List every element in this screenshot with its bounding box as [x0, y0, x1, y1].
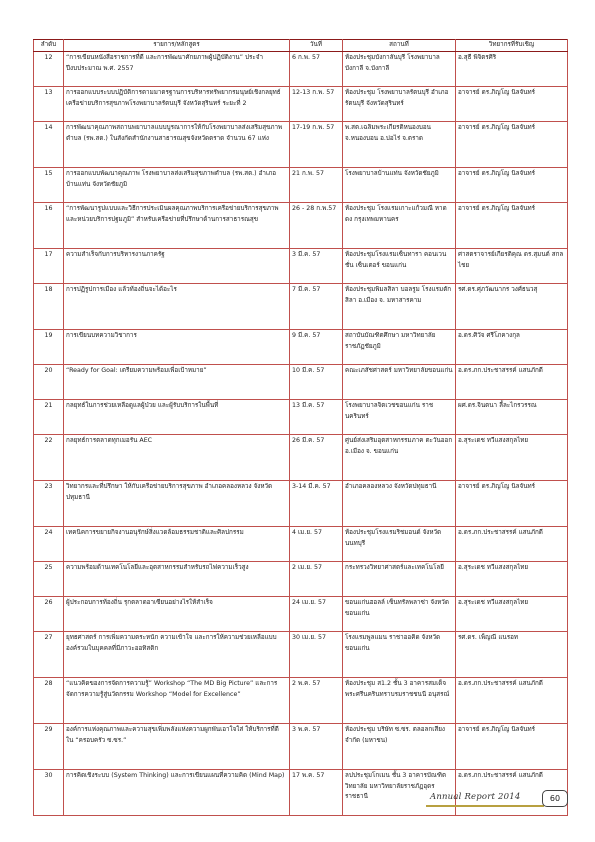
- table-row: [34, 168, 568, 203]
- row-speaker: ศาสตราจารย์เกียรติคุณ ดร.สุมนต์ สกลไชย: [456, 249, 568, 284]
- row-date: 26 - 28 ก.พ.57: [290, 203, 343, 249]
- row-date: 4 เม.ย. 57: [290, 527, 343, 562]
- row-course: การออกแบบพัฒนาคุณภาพ โรงพยาบาลส่งเสริมสุขภาพตำบล (รพ.สต.) อำเภอบ้านแท่น จังหวัดชัยภูมิ: [64, 168, 290, 203]
- row-course: ความสำเร็จกับการบริหารงานภาครัฐ: [64, 249, 290, 284]
- row-course: กลยุทธ์การตลาดทุกเมอรัน AEC: [64, 435, 290, 481]
- row-date: 24 เม.ย. 57: [290, 597, 343, 632]
- row-speaker: อ.ดร.ศิวัจ ศรีโภคางกุล: [456, 330, 568, 365]
- row-place: ศูนย์ส่งเสริมอุตสาหกรรมภาค ตะวันออก อ.เมือง จ. ขอนแก่น: [343, 435, 456, 481]
- row-speaker: อ.ดร.ภก.ประชาสรรค์ แสนภักดี: [456, 678, 568, 724]
- table-row: [34, 284, 568, 330]
- row-place: อำเภอคลองหลวง จังหวัดปทุมธานี: [343, 481, 456, 527]
- table-row: [34, 330, 568, 365]
- row-course: ความพร้อมด้านเทคโนโลยีและอุตสาหกรรมสำหรับรถไฟความเร็วสูง: [64, 562, 290, 597]
- row-number: 27: [34, 632, 64, 678]
- table-row: [34, 52, 568, 87]
- row-number: 25: [34, 562, 64, 597]
- row-date: 13 มี.ค. 57: [290, 400, 343, 435]
- row-number: 18: [34, 284, 64, 330]
- row-speaker: อาจารย์ ดร.ภิญโญ นิลจันทร์: [456, 481, 568, 527]
- row-date: 2 พ.ค. 57: [290, 678, 343, 724]
- row-number: 26: [34, 597, 64, 632]
- row-place: สถาบันบัณฑิตศึกษา มหาวิทยาลัยราชภัฏชัยภูมิ: [343, 330, 456, 365]
- row-course: การปฏิรูปการเมือง แล้วท้องถิ่นจะได้อะไร: [64, 284, 290, 330]
- table-body: [34, 52, 568, 816]
- row-date: 2 เม.ย. 57: [290, 562, 343, 597]
- row-speaker: อ.ดร.ภก.ประชาสรรค์ แสนภักดี: [456, 770, 568, 816]
- row-speaker: อาจารย์ ดร.ภิญโญ นิลจันทร์: [456, 203, 568, 249]
- row-course: การออกแบบระบบปฏิบัติการตามมาตรฐานการบริหารทรัพยากรมนุษย์เชิงกลยุทธ์ เครือข่ายบริการสุขภาพโรงพยาบาลรัตนบุรี จังหวัดสุรินทร์ ระยะที่ 2: [64, 87, 290, 122]
- row-number: 28: [34, 678, 64, 724]
- row-speaker: รศ.ดร. เพ็ญณี แนรอท: [456, 632, 568, 678]
- row-place: ห้องประชุมโรงแรมริชมอนด์ จังหวัดนนทบุรี: [343, 527, 456, 562]
- header-speaker: วิทยากรที่รับเชิญ: [456, 40, 568, 52]
- row-date: 26 มี.ค. 57: [290, 435, 343, 481]
- header-place: สถานที่: [343, 40, 456, 52]
- row-course: เทคนิคการขยายกิจงานอนุรักษ์สิ่งแวดล้อมธรรมชาติและศิลปกรรม: [64, 527, 290, 562]
- row-course: กลยุทธ์ในการช่วยเหลือดูแลผู้ป่วย และผู้รับบริการในพื้นที่: [64, 400, 290, 435]
- row-place: ขอนแก่นฮอลล์ เซ็นทรัลพลาซ่า จังหวัดขอนแก่น: [343, 597, 456, 632]
- row-number: 23: [34, 481, 64, 527]
- row-number: 17: [34, 249, 64, 284]
- row-number: 19: [34, 330, 64, 365]
- row-date: 3 พ.ค. 57: [290, 724, 343, 770]
- row-place: ห้องประชุมพิมลสิลา บอลรูม โรงแรมตักสิลา อ.เมือง จ. มหาสารคาม: [343, 284, 456, 330]
- row-speaker: อ.สุระเดช ทวีแสงสกุลไทย: [456, 562, 568, 597]
- row-number: 20: [34, 365, 64, 400]
- row-place: โรงพยาบาลจิตเวชขอนแก่น ราชนครินทร์: [343, 400, 456, 435]
- row-course: วิทยากรและที่ปรึกษา ให้กับเครือข่ายบริการสุขภาพ อำเภอคลองหลวง จังหวัดปทุมธานี: [64, 481, 290, 527]
- row-speaker: อ.สุธี พิจิตรศิริ: [456, 52, 568, 87]
- row-course: การพัฒนาคุณภาพสถานพยาบาลแบบบูรณาการให้กับโรงพยาบาลส่งเสริมสุขภาพตำบล (รพ.สต.) ในสังกัดสำนักงานสาธารณสุขจังหวัดตราด จำนวน 67 แห่ง: [64, 122, 290, 168]
- row-course: “แนวคิดของการจัดการความรู้” Workshop “The MD Big Picture” และการจัดการความรู้สู่นวัตกรรม Workshop “Model for Excellence”: [64, 678, 290, 724]
- table-row: [34, 527, 568, 562]
- row-course: “การพัฒนารูปแบบและวิธีการประเมินผลคุณภาพบริการเครือข่ายบริการสุขภาพและหน่วยบริการปฐมภูมิ” สำหรับเครือข่ายที่ปรึกษาด้านการสาธารณสุข: [64, 203, 290, 249]
- row-place: ห้องประชุม โรงพยาบาลรัตนบุรี อำเภอรัตนบุรี จังหวัดสุรินทร์: [343, 87, 456, 122]
- footer-divider: [426, 805, 544, 807]
- table-row: [34, 562, 568, 597]
- row-place: ห้องประชุม โรงแรมเกาะแก้วมณี หาดดง กรุงเทพมหานคร: [343, 203, 456, 249]
- row-place: ห้องประชุมบังกาลันบุรี โรงพยาบาลบังกาลี จ.บังกาลี: [343, 52, 456, 87]
- row-speaker: อ.ดร.ภก.ประชาสรรค์ แสนภักดี: [456, 527, 568, 562]
- row-speaker: อ.ดร.ภก.ประชาสรรค์ แสนภักดี: [456, 365, 568, 400]
- row-place: โรงพยาบาลบ้านแท่น จังหวัดชัยภูมิ: [343, 168, 456, 203]
- row-speaker: ผศ.ดร.จินตนา ลี้ละไกรวรรณ: [456, 400, 568, 435]
- row-course: ผู้ประกอบการท้องถิ่น รุกตลาดอาเซียนอย่างไรให้สำเร็จ: [64, 597, 290, 632]
- row-speaker: รศ.ดร.ศุภวัฒนากร วงศ์ธนวสุ: [456, 284, 568, 330]
- row-course: ยุทธศาสตร์ การเพิ่มความตระหนัก ความเข้าใจ และการให้ความช่วยเหลือแบบองค์รวมในบุคคลที่มีภาวะออทิสติก: [64, 632, 290, 678]
- row-date: 3 มี.ค. 57: [290, 249, 343, 284]
- row-number: 16: [34, 203, 64, 249]
- header-number: ลำดับ: [34, 40, 64, 52]
- table-row: [34, 365, 568, 400]
- table-row: [34, 122, 568, 168]
- table-row: [34, 678, 568, 724]
- row-number: 24: [34, 527, 64, 562]
- row-number: 29: [34, 724, 64, 770]
- row-date: 9 มี.ค. 57: [290, 330, 343, 365]
- row-place: ห้องประชุม ส1.2 ชั้น 3 อาคารสมเด็จพระศรีนครินทราบรมราชชนนี อนุสรณ์: [343, 678, 456, 724]
- row-place: คณะเภสัชศาสตร์ มหาวิทยาลัยขอนแก่น: [343, 365, 456, 400]
- table-row: [34, 435, 568, 481]
- row-speaker: อ.สุระเดช ทวีแสงสกุลไทย: [456, 435, 568, 481]
- row-number: 14: [34, 122, 64, 168]
- row-place: ลปประชุมโกเมน ชั้น 3 อาคารบัณฑิตวิทยาลัย มหาวิทยาลัยราชภัฏอุดรราชธานี: [343, 770, 456, 816]
- table-row: [34, 597, 568, 632]
- row-course: การเขียนบทความวิชาการ: [64, 330, 290, 365]
- row-number: 30: [34, 770, 64, 816]
- row-place: โรงแรมพูลแมน ราชาออคิด จังหวัดขอนแก่น: [343, 632, 456, 678]
- table-header-row: [34, 40, 568, 52]
- row-speaker: อาจารย์ ดร.ภิญโญ นิลจันทร์: [456, 724, 568, 770]
- table-row: [34, 481, 568, 527]
- row-number: 12: [34, 52, 64, 87]
- header-course: รายการ/หลักสูตร: [64, 40, 290, 52]
- row-speaker: อ.สุระเดช ทวีแสงสกุลไทย: [456, 597, 568, 632]
- row-speaker: อาจารย์ ดร.ภิญโญ นิลจันทร์: [456, 87, 568, 122]
- row-place: พ.สต.เฉลิมพระเกียรติหนองบอน จ.หนองบอน อ.บ่อไร่ จ.ตราด: [343, 122, 456, 168]
- row-number: 15: [34, 168, 64, 203]
- row-place: กระทรวงวิทยาศาสตร์และเทคโนโลยี: [343, 562, 456, 597]
- row-date: 10 มี.ค. 57: [290, 365, 343, 400]
- row-course: องค์การแห่งคุณภาพและความสุขเพิ่มพลังแห่งความผูกพันเอาใจใส่ ให้บริการที่ดี ใน “ครอบครัว ซ.ซร.”: [64, 724, 290, 770]
- row-date: 3-14 มี.ค. 57: [290, 481, 343, 527]
- row-speaker: อาจารย์ ดร.ภิญโญ นิลจันทร์: [456, 168, 568, 203]
- table-row: [34, 724, 568, 770]
- table-row: [34, 203, 568, 249]
- page-number: 60: [542, 790, 568, 807]
- row-number: 22: [34, 435, 64, 481]
- training-table: [33, 39, 567, 816]
- row-date: 7 มี.ค. 57: [290, 284, 343, 330]
- row-course: “Ready for Goal: เตรียมความพร้อมเพื่อเป้าหมาย”: [64, 365, 290, 400]
- header-date: วันที่: [290, 40, 343, 52]
- row-course: “การเขียนหนังสือราชการที่ดี และการพัฒนาศักยภาพผู้ปฏิบัติงาน” ประจำปีงบประมาณ พ.ศ. 2557: [64, 52, 290, 87]
- table-row: [34, 400, 568, 435]
- page-footer: [426, 790, 568, 806]
- row-date: 21 ก.พ. 57: [290, 168, 343, 203]
- table-row: [34, 87, 568, 122]
- table-row: [34, 632, 568, 678]
- row-place: ห้องประชุมโรงแรมเซ็นทารา คอนเวนชั่น เซ็นเตอร์ ขอนแก่น: [343, 249, 456, 284]
- row-number: 13: [34, 87, 64, 122]
- row-date: 6 ก.พ. 57: [290, 52, 343, 87]
- report-title: Annual Report 2014: [430, 792, 521, 802]
- row-date: 12-13 ก.พ. 57: [290, 87, 343, 122]
- table-row: [34, 249, 568, 284]
- row-date: 17 พ.ค. 57: [290, 770, 343, 816]
- row-number: 21: [34, 400, 64, 435]
- row-place: ห้องประชุม บริษัท ซ.ซร. ตลอลกเสียง จำกัด (มหาชน): [343, 724, 456, 770]
- row-speaker: อาจารย์ ดร.ภิญโญ นิลจันทร์: [456, 122, 568, 168]
- row-course: การคิดเชิงระบบ (System Thinking) และการเขียนแผนที่ความคิด (Mind Map): [64, 770, 290, 816]
- row-date: 17-19 ก.พ. 57: [290, 122, 343, 168]
- row-date: 30 เม.ย. 57: [290, 632, 343, 678]
